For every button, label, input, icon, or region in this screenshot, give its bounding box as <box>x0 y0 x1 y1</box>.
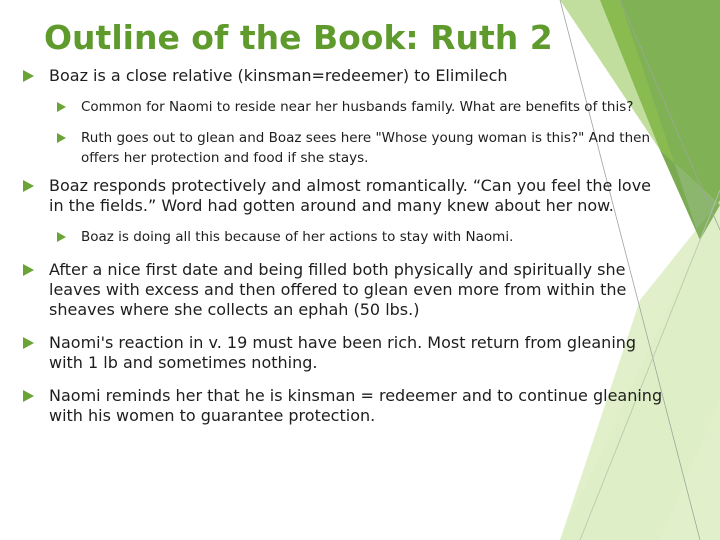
bullet-arrow-icon <box>23 390 34 402</box>
bullet-text: Boaz is doing all this because of her actions to stay with Naomi. <box>81 229 514 245</box>
bullet-arrow-icon <box>23 70 34 82</box>
bullet-text: Common for Naomi to reside near her husbands family. What are benefits of this? <box>81 99 634 115</box>
bullet-text: After a nice first date and being filled both physically and spiritually she leaves with excess and then offered to glean even more from within the sheaves where she collects an ephah (50 lbs.) <box>49 260 627 319</box>
bullet-arrow-icon <box>57 232 66 242</box>
bullet-text: Naomi reminds her that he is kinsman = redeemer and to continue gleaning with his women to guarantee protection. <box>49 386 663 425</box>
bullet-arrow-icon <box>57 102 66 112</box>
bullet-text: Boaz is a close relative (kinsman=redeemer) to Elimilech <box>49 66 508 85</box>
bullet-text: Naomi's reaction in v. 19 must have been rich. Most return from gleaning with 1 lb and sometimes nothing. <box>49 333 637 372</box>
bullet-arrow-icon <box>23 337 34 349</box>
bullet-arrow-icon <box>57 133 66 143</box>
bullet-arrow-icon <box>23 264 34 276</box>
bullet-arrow-icon <box>23 180 34 192</box>
slide-title: Outline of the Book: Ruth 2 <box>44 18 553 57</box>
bullet-text: Boaz responds protectively and almost romantically. “Can you feel the love in the fields.” Word had gotten around and many knew about her now. <box>49 176 652 215</box>
bullet-text: Ruth goes out to glean and Boaz sees here "Whose young woman is this?" And then offers her protection and food if she stays. <box>81 130 650 166</box>
